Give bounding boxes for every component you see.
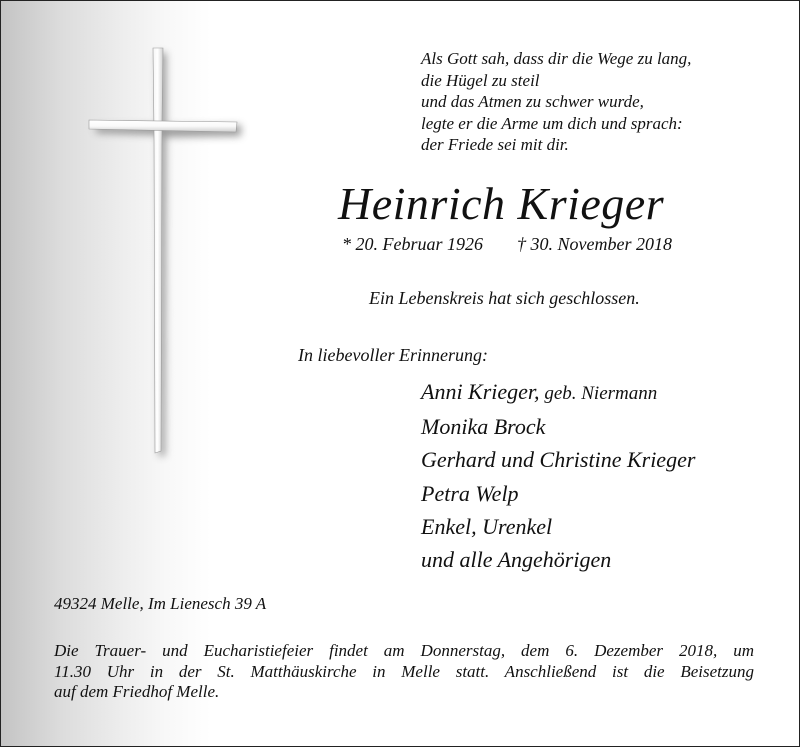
mourner: Enkel, Urenkel <box>421 513 553 539</box>
mourner: Monika Brock <box>421 414 546 440</box>
cross-icon <box>1 1 261 471</box>
life-dates <box>342 233 672 255</box>
poem <box>421 48 781 156</box>
motto: Ein Lebenskreis hat sich geschlossen. <box>369 288 640 308</box>
mourner: Petra Welp <box>421 480 519 506</box>
service-info <box>54 641 754 703</box>
mourner <box>421 375 695 410</box>
address: 49324 Melle, Im Lienesch 39 A <box>54 594 267 613</box>
deceased-name: Heinrich Krieger <box>338 178 665 229</box>
poem-line: legte er die Arme um dich und sprach: <box>421 113 683 133</box>
remembrance-intro: In liebevoller Erinnerung: <box>298 345 488 365</box>
birth-date: * 20. Februar 1926 <box>342 234 483 254</box>
poem-line: Als Gott sah, dass dir die Wege zu lang, <box>421 49 692 68</box>
mourner: Gerhard und Christine Krieger <box>421 447 696 473</box>
service-line: auf dem Friedhof Melle. <box>54 682 220 701</box>
mourner: und alle Angehörigen <box>421 547 612 573</box>
poem-line: der Friede sei mit dir. <box>421 135 569 154</box>
mourner-name: Anni Krieger, <box>421 379 540 404</box>
poem-line: die Hügel zu steil <box>421 70 540 90</box>
service-line: 11.30 Uhr in der St. Matthäuskirche in Melle statt. Anschließend ist die Beisetzung <box>54 661 754 681</box>
service-line: Die Trauer- und Eucharistiefeier findet am Donnerstag, dem 6. Dezember 2018, um <box>54 641 754 660</box>
poem-line: und das Atmen zu schwer wurde, <box>421 92 644 111</box>
death-date: † 30. November 2018 <box>517 234 672 254</box>
mourners-list <box>421 375 695 576</box>
mourner-maiden-name: geb. Niermann <box>539 383 658 404</box>
